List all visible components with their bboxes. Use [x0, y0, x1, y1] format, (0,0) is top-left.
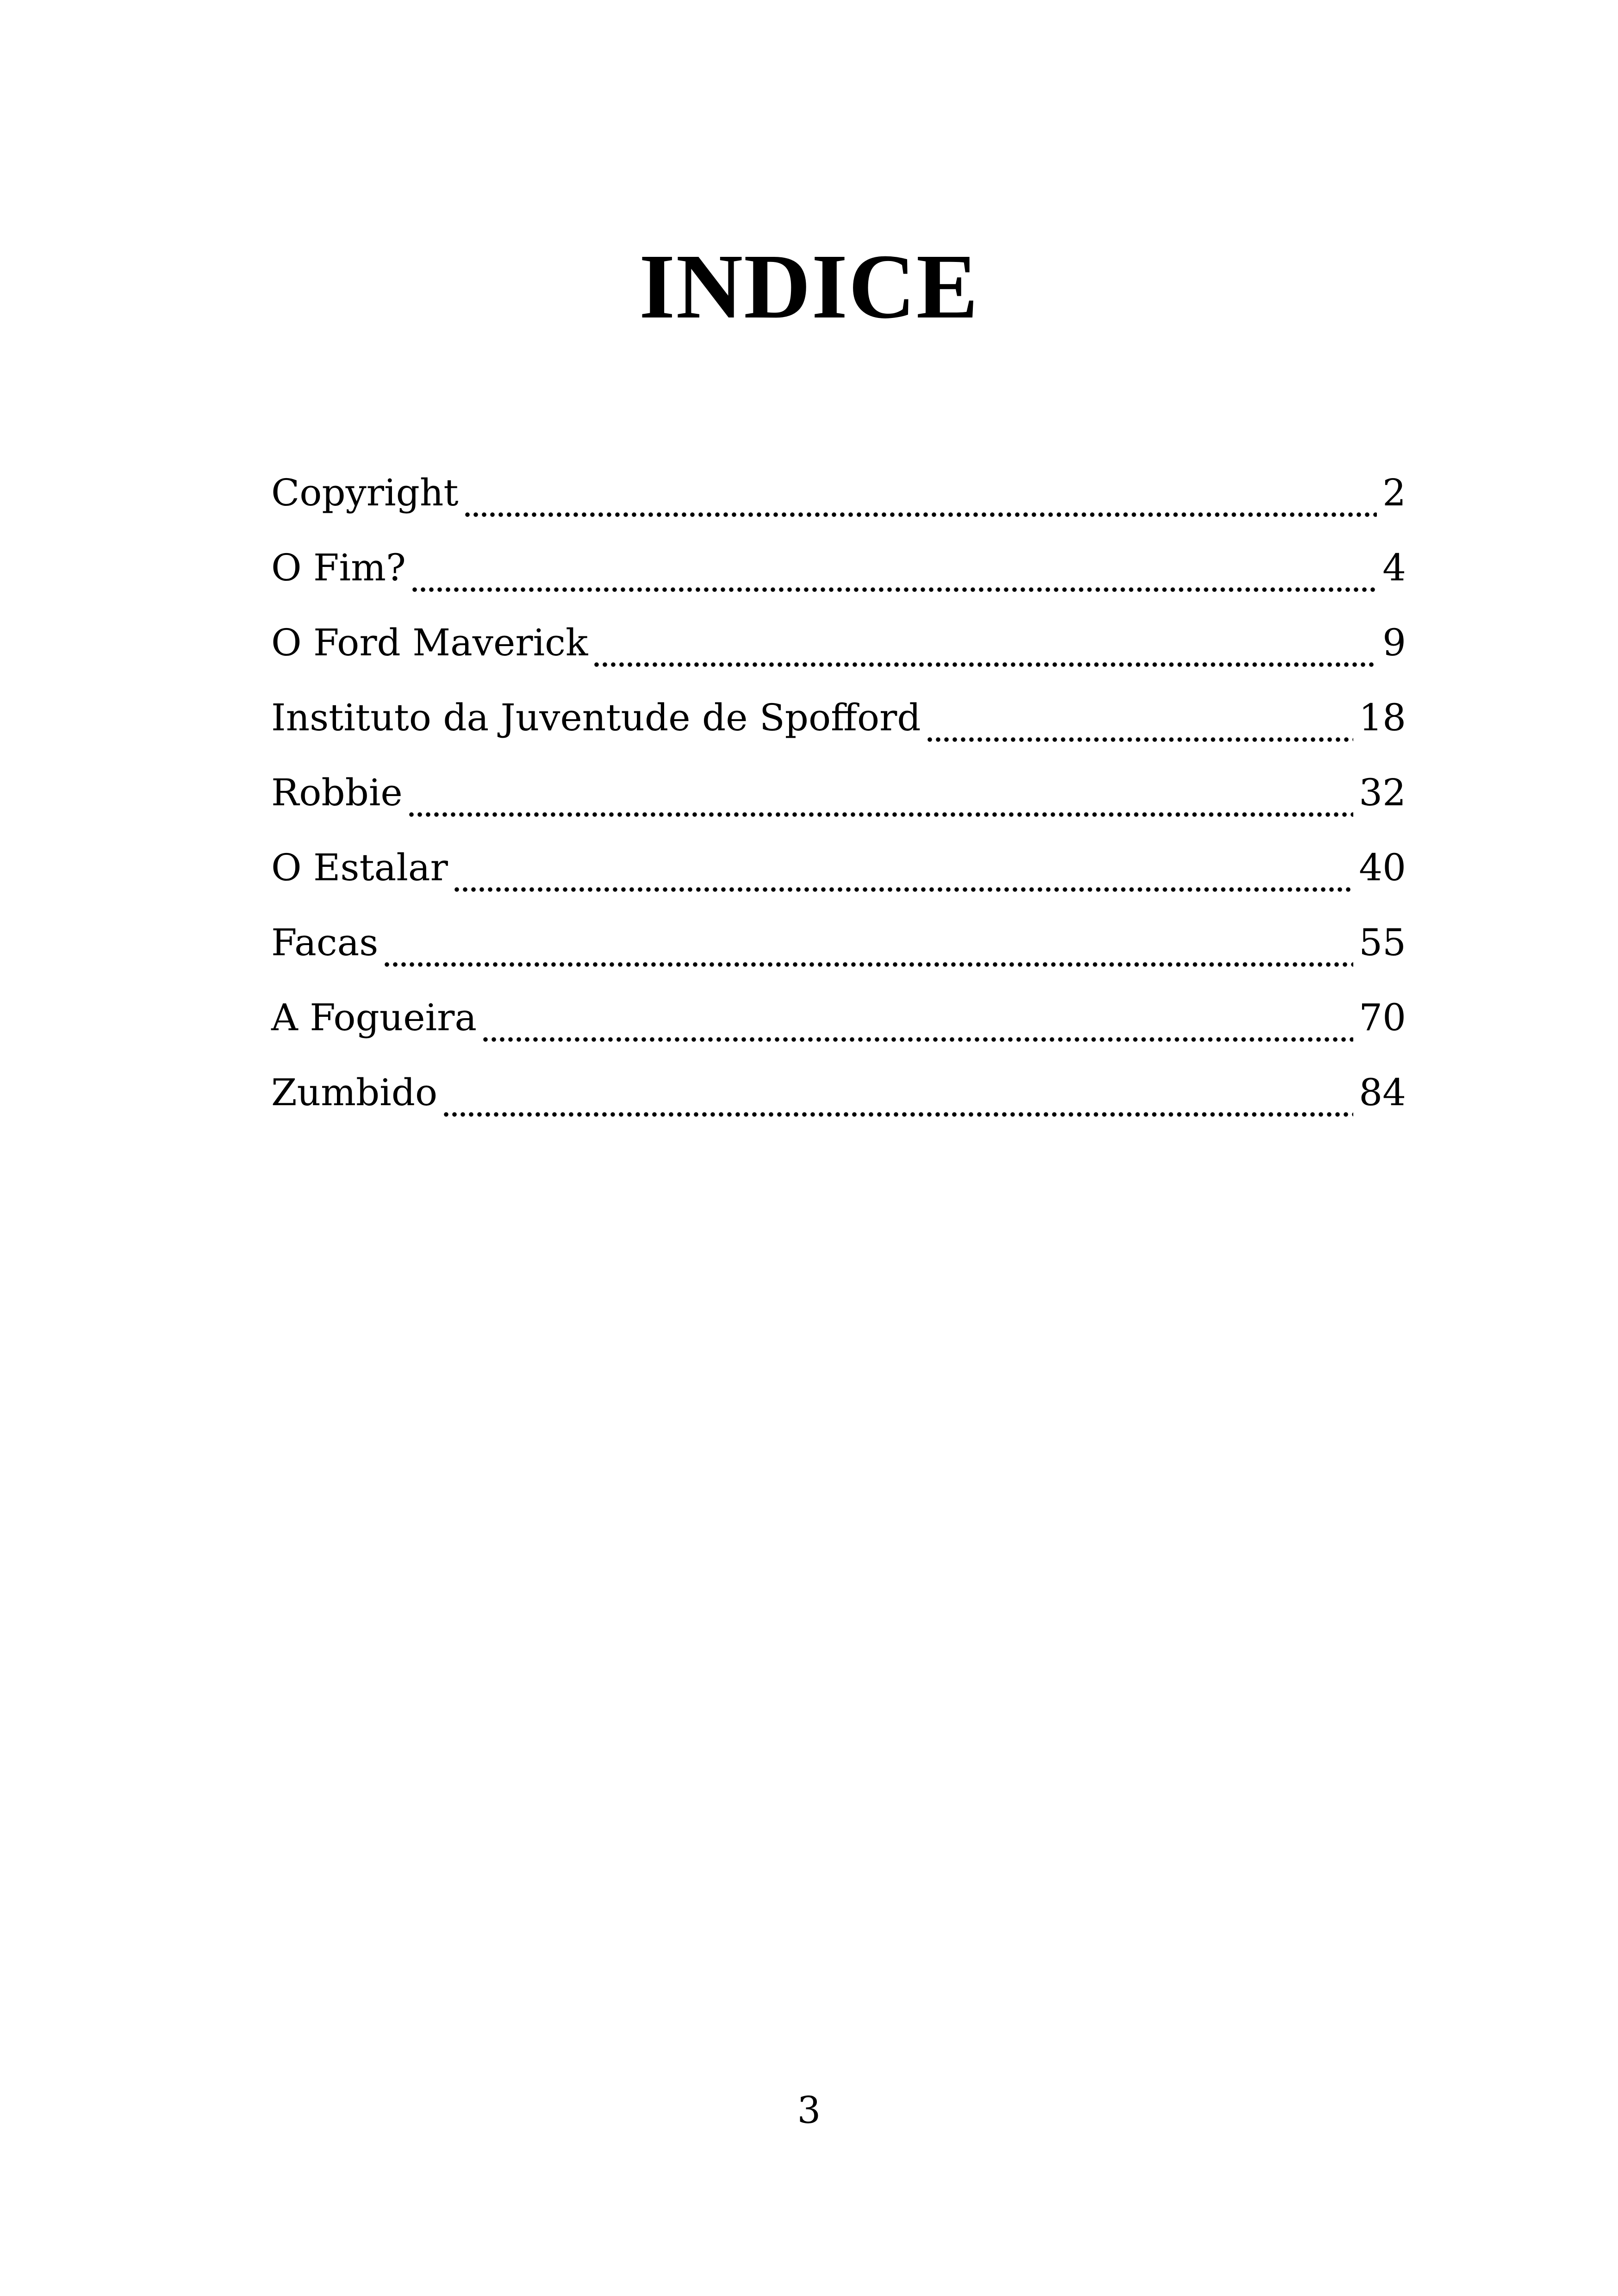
toc-entry-label: Facas: [271, 921, 379, 964]
toc-dot-leader: [926, 735, 1354, 744]
toc-entry-page: 32: [1359, 771, 1406, 814]
toc-entry-label: O Estalar: [271, 846, 448, 889]
toc-dot-leader: [411, 585, 1377, 594]
page-number: 3: [797, 2089, 821, 2132]
toc-entry-page: 84: [1359, 1071, 1406, 1114]
toc-entry-page: 70: [1359, 996, 1406, 1039]
toc-entry-facas[interactable]: [271, 913, 1406, 988]
toc-entry-label: O Fim?: [271, 546, 406, 589]
toc-entry-page: 4: [1382, 546, 1406, 589]
toc-entry-label: Instituto da Juventude de Spofford: [271, 696, 921, 739]
toc-entry-o-ford-maverick[interactable]: [271, 613, 1406, 688]
toc-dot-leader: [453, 885, 1353, 894]
toc-dot-leader: [463, 510, 1377, 519]
toc-entry-label: Zumbido: [271, 1071, 438, 1114]
toc-entry-copyright[interactable]: [271, 463, 1406, 538]
toc-dot-leader: [442, 1110, 1353, 1119]
toc-dot-leader: [592, 660, 1377, 669]
table-of-contents: [271, 463, 1406, 1138]
toc-entry-page: 55: [1359, 921, 1406, 964]
toc-entry-a-fogueira[interactable]: [271, 988, 1406, 1063]
toc-entry-zumbido[interactable]: [271, 1063, 1406, 1138]
toc-entry-label: Robbie: [271, 771, 403, 814]
toc-entry-label: A Fogueira: [271, 996, 477, 1039]
toc-entry-o-estalar[interactable]: [271, 838, 1406, 913]
toc-entry-robbie[interactable]: [271, 763, 1406, 838]
toc-dot-leader: [383, 960, 1353, 969]
toc-entry-label: Copyright: [271, 471, 459, 514]
toc-dot-leader: [481, 1035, 1353, 1044]
page-title: INDICE: [639, 236, 979, 338]
toc-entry-page: 18: [1359, 696, 1406, 739]
toc-entry-page: 9: [1382, 621, 1406, 664]
toc-entry-page: 40: [1359, 846, 1406, 889]
toc-entry-o-fim[interactable]: [271, 538, 1406, 613]
toc-entry-label: O Ford Maverick: [271, 621, 588, 664]
toc-entry-page: 2: [1382, 471, 1406, 514]
toc-entry-instituto[interactable]: [271, 688, 1406, 763]
toc-dot-leader: [407, 810, 1353, 819]
